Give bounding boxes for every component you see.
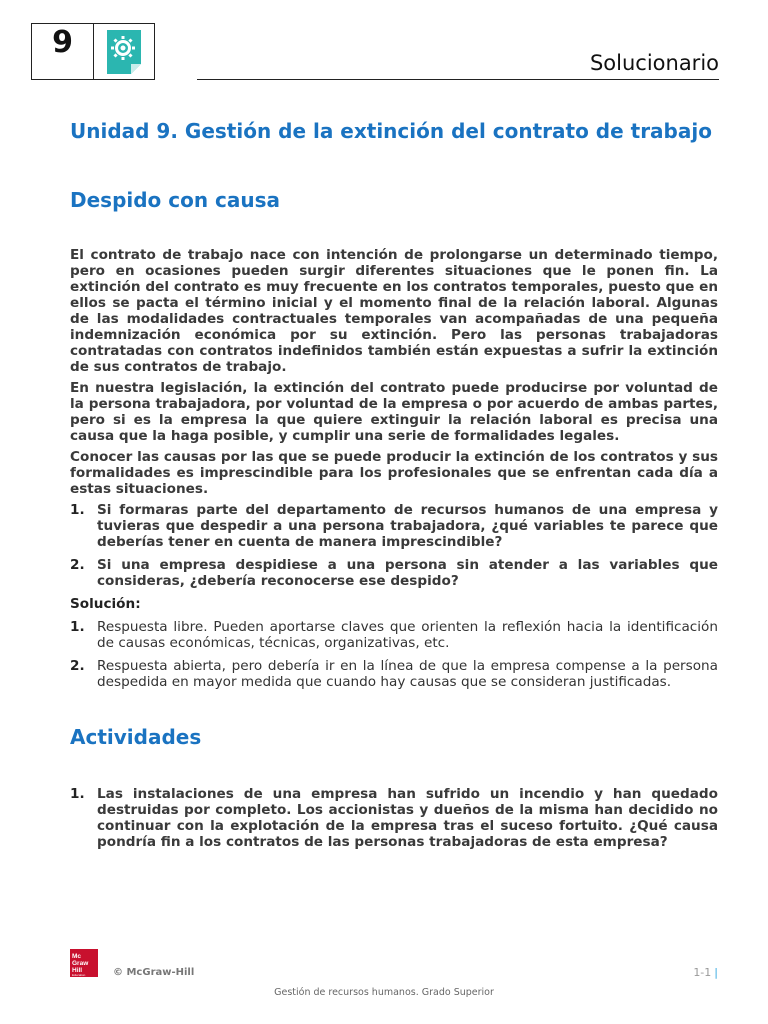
svg-text:Graw: Graw bbox=[72, 960, 89, 967]
solution-list bbox=[70, 619, 718, 690]
page-bar: | bbox=[714, 966, 718, 979]
activity-number: 1. bbox=[70, 786, 85, 802]
question-item bbox=[70, 557, 718, 589]
activity-text: Las instalaciones de una empresa han sufrido un incendio y han quedado destruidas por completo. Los accionistas y dueños de la misma han decidido no continuar con la explotación de la empresa tras el suceso fortuito. ¿Qué causa pondría fin a los contratos de las personas trabajadoras de esta empresa? bbox=[97, 786, 718, 850]
unit-title: Unidad 9. Gestión de la extinción del contrato de trabajo bbox=[70, 119, 712, 143]
activity-list bbox=[70, 786, 718, 850]
chapter-icon-cell bbox=[94, 24, 154, 79]
mcgraw-hill-logo bbox=[70, 949, 98, 977]
page-number-text: 1-1 bbox=[693, 966, 712, 979]
solution-text: Respuesta abierta, pero debería ir en la línea de que la empresa compense a la persona despedida en mayor medida que cuando hay causas que se consideran justificadas. bbox=[97, 658, 718, 690]
section-heading-actividades: Actividades bbox=[70, 725, 202, 749]
paragraph: Conocer las causas por las que se puede producir la extinción de los contratos y sus formalidades es imprescindible para los profesionales que se enfrentan cada día a estas situaciones. bbox=[70, 449, 718, 497]
footer-copyright: © McGraw-Hill bbox=[113, 967, 195, 978]
question-text: Si formaras parte del departamento de recursos humanos de una empresa y tuvieras que despedir a una persona trabajadora, ¿qué variables te parece que deberías tener en cuenta de manera imprescindible? bbox=[97, 502, 718, 550]
activity-item bbox=[70, 786, 718, 850]
question-text: Si una empresa despidiese a una persona sin atender a las variables que consideras, ¿debería reconocerse ese despido? bbox=[97, 557, 718, 589]
header-title: Solucionario bbox=[589, 51, 719, 75]
page-number bbox=[693, 966, 718, 979]
question-item bbox=[70, 502, 718, 550]
question-list bbox=[70, 502, 718, 589]
solution-number: 1. bbox=[70, 619, 85, 635]
header-rule bbox=[197, 79, 719, 80]
chapter-number: 9 bbox=[32, 24, 94, 79]
solution-label: Solución: bbox=[70, 596, 141, 612]
question-number: 1. bbox=[70, 502, 85, 518]
footer-course: Gestión de recursos humanos. Grado Superior bbox=[274, 987, 494, 998]
svg-text:Hill: Hill bbox=[72, 967, 83, 974]
solution-text: Respuesta libre. Pueden aportarse claves que orienten la reflexión hacia la identificación de causas económicas, técnicas, organizativas, etc. bbox=[97, 619, 718, 651]
paragraph: El contrato de trabajo nace con intención de prolongarse un determinado tiempo, pero en ocasiones pueden surgir diferentes situaciones que le ponen fin. La extinción del contrato es muy frecuente en los contratos temporales, puesto que en ellos se pacta el término inicial y el momento final de la relación laboral. Algunas de las modalidades contractuales temporales van acompañadas de una pequeña indemnización económica por su extinción. Pero las personas trabajadoras contratadas con contratos indefinidos también están expuestas a sufrir la extinción de sus contratos de trabajo. bbox=[70, 247, 718, 375]
gear-document-icon bbox=[106, 28, 142, 76]
question-number: 2. bbox=[70, 557, 85, 573]
svg-text:Education: Education bbox=[72, 973, 86, 977]
solution-item bbox=[70, 619, 718, 651]
main-content bbox=[70, 118, 718, 857]
solution-item bbox=[70, 658, 718, 690]
svg-text:Mc: Mc bbox=[72, 953, 82, 960]
solution-number: 2. bbox=[70, 658, 85, 674]
section-heading-despido: Despido con causa bbox=[70, 188, 281, 212]
paragraph: En nuestra legislación, la extinción del contrato puede producirse por voluntad de la persona trabajadora, por voluntad de la empresa o por acuerdo de ambas partes, pero si es la empresa la que quiere extinguir la relación laboral es precisa una causa que la haga posible, y cumplir una serie de formalidades legales. bbox=[70, 380, 718, 444]
intro-text bbox=[70, 247, 718, 497]
chapter-box bbox=[31, 23, 155, 80]
